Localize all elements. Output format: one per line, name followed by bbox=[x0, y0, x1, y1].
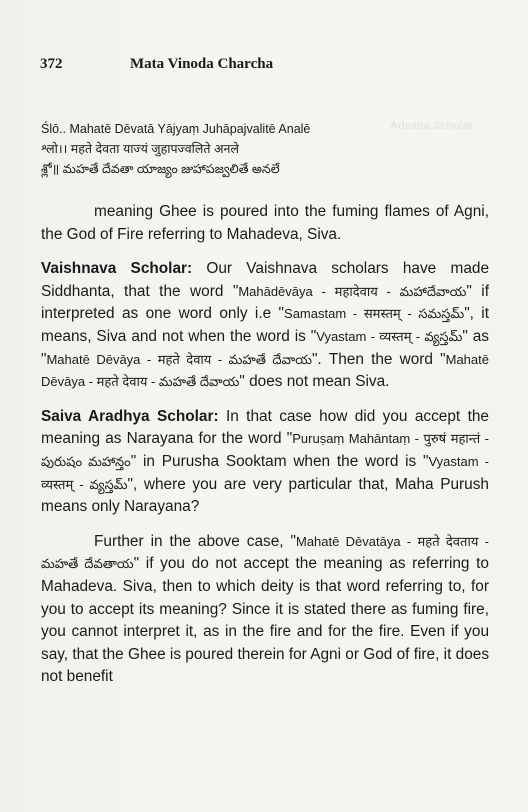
text-run: Further in the above case, " bbox=[94, 532, 296, 550]
text-run: " as " bbox=[41, 327, 490, 368]
paragraph-vaishnava bbox=[41, 258, 489, 394]
text-run: Our Vaishnava scholars have made Siddhanta, that the word " bbox=[41, 260, 489, 300]
text-run: ", where you are very particular that, Maha Purush means only Narayana? bbox=[41, 475, 489, 516]
term-run: Puruṣaṃ Mahāntaṃ - पुरुषं महान्तं - పురుషం మహాన్తం bbox=[41, 431, 489, 469]
page-body bbox=[41, 119, 489, 689]
term-run: Mahatē Dēvāya - महते देवाय - మహతే దేవాయ bbox=[41, 351, 489, 390]
speaker-label: Vaishnava Scholar: bbox=[41, 260, 193, 278]
term-run: Mahatē Dēvatāya - महते देवताय - మహతే దేవతాయ bbox=[41, 533, 489, 572]
term-run: Samastam - समस्तम् - సమస్తమ్ bbox=[284, 306, 465, 322]
text-run: " does not mean Siva. bbox=[239, 373, 390, 391]
text-run: " if interpreted as one word only i.e " bbox=[41, 282, 489, 323]
page-header bbox=[40, 56, 488, 74]
verse-block bbox=[41, 119, 489, 179]
bleed-through-text: Advaita Scholar bbox=[390, 120, 474, 132]
paragraph-further bbox=[41, 531, 489, 689]
verse-transliteration: Ślō.. Mahatē Dēvatā Yājyaṃ Juhāpajvalitē Analē bbox=[41, 122, 311, 136]
term-run: Vyastam - व्यस्तम् - వ్యస్తమ్ bbox=[41, 453, 489, 492]
term-run: Mahādēvāya - महादेवाय - మహాదేవాయ bbox=[238, 283, 467, 299]
text-run: In that case how did you accept the meaning as Narayana for the word " bbox=[41, 407, 489, 448]
paragraph-saiva bbox=[41, 406, 489, 519]
text-run: ", it means, Siva and not when the word is " bbox=[41, 305, 490, 345]
verse-devanagari: श्लो।। महते देवता याज्यं जुहापज्वलिते अनले bbox=[41, 142, 239, 156]
term-run: Vyastam - व्यस्तम् - వ్యస్తమ్ bbox=[316, 328, 463, 344]
paragraph-meaning: meaning Ghee is poured into the fuming flames of Agni, the God of Fire referring to Mahadeva, Siva. bbox=[41, 203, 489, 243]
text-run: ". Then the word " bbox=[311, 350, 446, 368]
term-run: Mahatē Dēvāya - महते देवाय - మహతే దేవాయ bbox=[46, 351, 312, 367]
running-title: Mata Vinoda Charcha bbox=[130, 56, 274, 72]
text-run: " if you do not accept the meaning as referring to Mahadeva. Siva, then to which deity is that word referring to, for you to accept its meaning? Since it is stated there as fuming fire, you cannot interpret it, as in the fire and for the fire. Even if you say, that the Ghee is poured therein for Agni or God of fire, it does not benefit bbox=[41, 555, 490, 686]
verse-telugu: శ్లో॥ మహతే దేవతా యాజ్యం జుహాపజ్వలితే అనలే bbox=[41, 162, 280, 176]
speaker-label: Saiva Aradhya Scholar: bbox=[41, 407, 219, 425]
page-number: 372 bbox=[40, 56, 63, 72]
text-run: " in Purusha Sooktam when the word is " bbox=[130, 452, 429, 470]
